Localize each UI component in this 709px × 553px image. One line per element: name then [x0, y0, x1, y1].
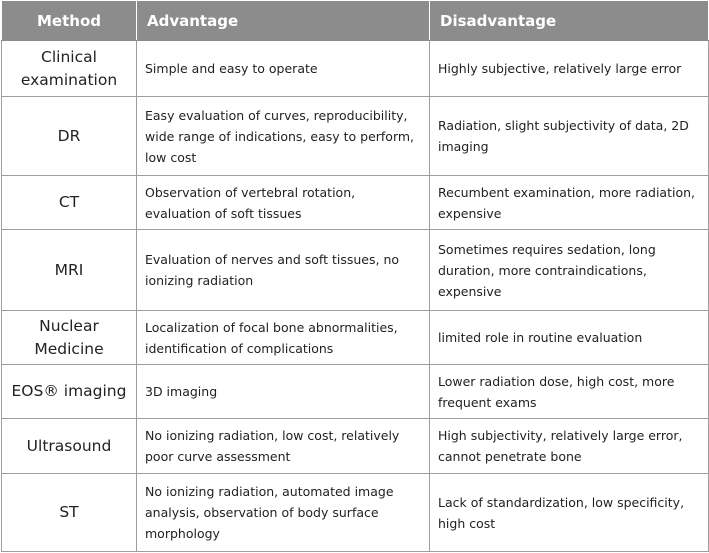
method-cell: Clinical examination	[2, 41, 137, 97]
disadvantage-cell: Lower radiation dose, high cost, more frequent exams	[430, 365, 709, 419]
method-cell: DR	[2, 97, 137, 176]
method-cell: EOS® imaging	[2, 365, 137, 419]
disadvantage-cell: limited role in routine evaluation	[430, 311, 709, 365]
advantage-cell: No ionizing radiation, low cost, relatively poor curve assessment	[137, 419, 430, 474]
advantage-cell: 3D imaging	[137, 365, 430, 419]
column-header-method: Method	[2, 1, 137, 41]
method-cell: Ultrasound	[2, 419, 137, 474]
disadvantage-cell: Lack of standardization, low specificity, high cost	[430, 474, 709, 552]
table-header	[2, 1, 709, 41]
column-header-advantage: Advantage	[137, 1, 430, 41]
header-row	[2, 1, 709, 41]
method-cell: MRI	[2, 230, 137, 311]
table-row	[2, 419, 709, 474]
table-row	[2, 230, 709, 311]
advantage-cell: Easy evaluation of curves, reproducibility, wide range of indications, easy to perform, low cost	[137, 97, 430, 176]
comparison-table	[1, 0, 709, 552]
method-cell: Nuclear Medicine	[2, 311, 137, 365]
table-row	[2, 176, 709, 230]
disadvantage-cell: Radiation, slight subjectivity of data, 2D imaging	[430, 97, 709, 176]
disadvantage-cell: Highly subjective, relatively large error	[430, 41, 709, 97]
table-row	[2, 311, 709, 365]
column-header-disadvantage: Disadvantage	[430, 1, 709, 41]
table-row	[2, 474, 709, 552]
method-cell: ST	[2, 474, 137, 552]
advantage-cell: Simple and easy to operate	[137, 41, 430, 97]
advantage-cell: Evaluation of nerves and soft tissues, no ionizing radiation	[137, 230, 430, 311]
advantage-cell: Observation of vertebral rotation, evaluation of soft tissues	[137, 176, 430, 230]
disadvantage-cell: Recumbent examination, more radiation, expensive	[430, 176, 709, 230]
method-cell: CT	[2, 176, 137, 230]
table-row	[2, 41, 709, 97]
disadvantage-cell: Sometimes requires sedation, long duration, more contraindications, expensive	[430, 230, 709, 311]
advantage-cell: No ionizing radiation, automated image analysis, observation of body surface morphology	[137, 474, 430, 552]
advantage-cell: Localization of focal bone abnormalities, identification of complications	[137, 311, 430, 365]
table-row	[2, 97, 709, 176]
table-row	[2, 365, 709, 419]
disadvantage-cell: High subjectivity, relatively large error, cannot penetrate bone	[430, 419, 709, 474]
